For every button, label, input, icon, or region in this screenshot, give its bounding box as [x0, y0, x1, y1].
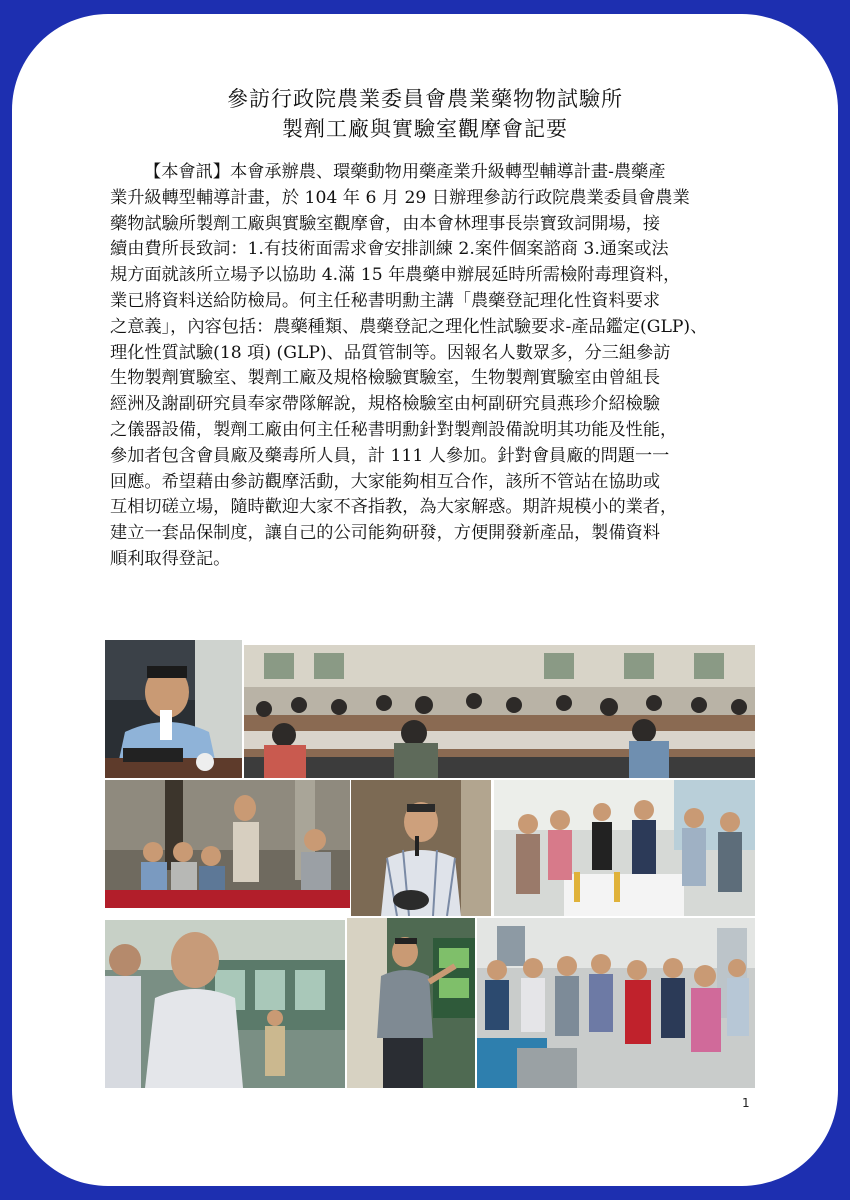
photo-panel-table [105, 780, 350, 908]
body-line: 業已將資料送給防檢局。何主任秘書明勳主講「農藥登記理化性資料要求 [110, 290, 661, 311]
photo-lab-corridor [105, 920, 345, 1088]
body-line: 互相切磋立場，隨時歡迎大家不吝指教，為大家解惑。期許規模小的業者， [110, 497, 678, 518]
body-line: 規方面就該所立場予以協助 4.滿 15 年農藥申辦展延時所需檢附毒理資料， [110, 265, 681, 286]
body-line: 經洲及謝副研究員奉家帶隊解說，規格檢驗室由柯副研究員燕珍介紹檢驗 [110, 394, 661, 415]
body-line: 生物製劑實驗室、製劑工廠及規格檢驗實驗室，生物製劑實驗室由曾組長 [110, 368, 661, 389]
body-line: 【本會訊】本會承辦農、環藥動物用藥產業升級轉型輔導計畫-農藥產 [144, 162, 666, 182]
page-number: 1 [742, 1096, 750, 1110]
body-line: 之儀器設備，製劑工廠由何主任秘書明勳針對製劑設備說明其功能及性能， [110, 419, 678, 440]
body-line: 續由費所長致詞：1.有技術面需求會安排訓練 2.案件個案諮商 3.通案或法 [110, 239, 669, 260]
photo-speaker-chairman [105, 640, 242, 778]
photo-guide-explaining [347, 918, 475, 1088]
title-line-1: 參訪行政院農業委員會農業藥物物試驗所 [227, 87, 623, 111]
body-line: 理化性質試驗(18 項) (GLP)、品質管制等。因報名人數眾多，分三組參訪 [110, 342, 671, 363]
photo-factory-equipment-tour [477, 918, 755, 1088]
photo-lab-visit-group [494, 780, 755, 916]
photo-collage [105, 640, 755, 1088]
body-line: 建立一套品保制度，讓自己的公司能夠研發，方便開發新產品，製備資料 [110, 523, 661, 544]
body-line: 之意義」，內容包括：農藥種類、農藥登記之理化性試驗要求-產品鑑定(GLP)、 [110, 316, 708, 337]
body-line: 業升級轉型輔導計畫，於 104 年 6 月 29 日辦理參訪行政院農業委員會農業 [110, 187, 690, 208]
body-line: 回應。希望藉由參訪觀摩活動，大家能夠相互合作，該所不管站在協助或 [110, 471, 661, 492]
body-line: 藥物試驗所製劑工廠與實驗室觀摩會，由本會林理事長崇寶致詞開場，接 [110, 213, 661, 234]
article-body [110, 160, 760, 573]
photo-speaker-microphone [351, 780, 491, 916]
title-line-2: 製劑工廠與實驗室觀摩會記要 [282, 117, 568, 141]
document-title [0, 84, 850, 144]
body-line: 參加者包含會員廠及藥毒所人員，計 111 人參加。針對會員廠的問題一一 [110, 445, 670, 466]
body-line: 順利取得登記。 [110, 548, 231, 569]
photo-meeting-hall-audience [244, 645, 755, 778]
